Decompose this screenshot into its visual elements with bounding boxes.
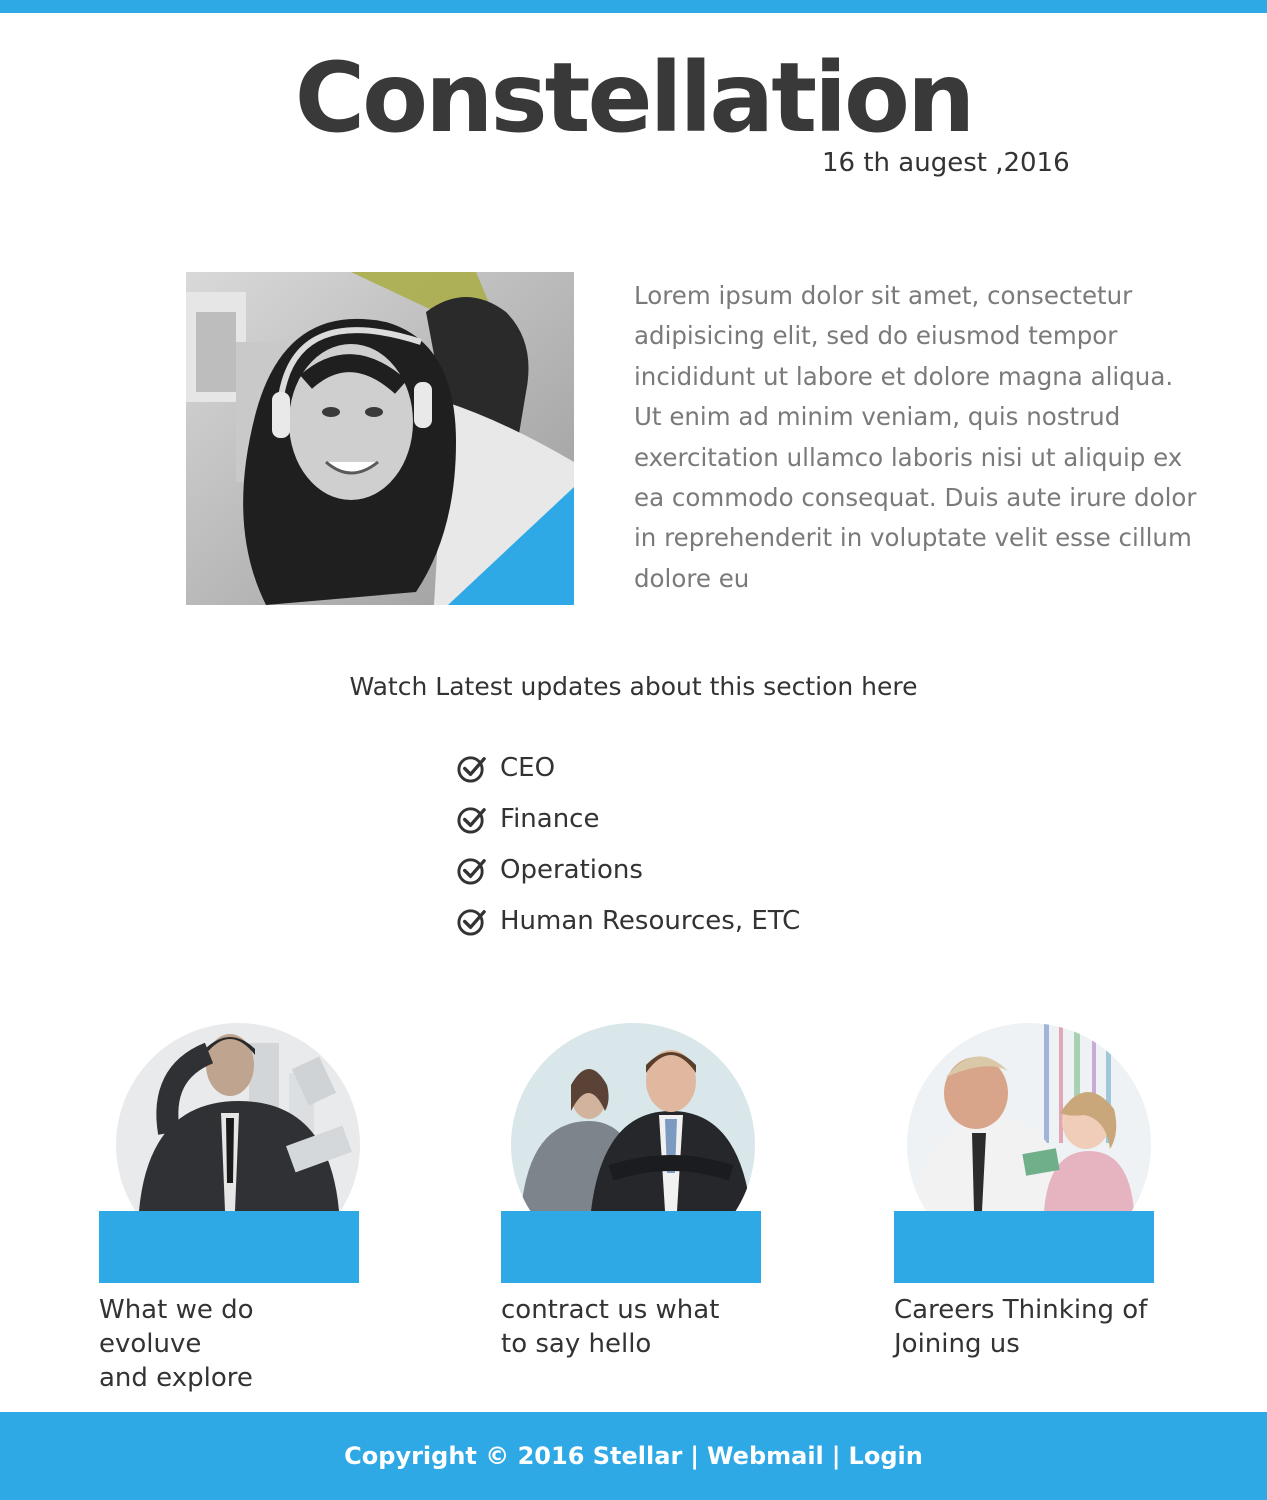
top-accent-bar <box>0 0 1267 13</box>
card-accent-bar <box>501 1211 761 1283</box>
list-item <box>456 748 800 799</box>
card-contact-us[interactable] <box>501 1023 763 1361</box>
card-accent-bar <box>894 1211 1154 1283</box>
list-item-label: Operations <box>500 855 643 885</box>
card-photo-doctor <box>894 1023 1156 1211</box>
issue-date: 16 th augest ,2016 <box>822 148 1070 178</box>
card-caption[interactable]: contract us what to say hello <box>501 1295 720 1359</box>
check-circle-icon <box>456 906 487 937</box>
list-item <box>456 850 800 901</box>
updates-heading: Watch Latest updates about this section here <box>349 672 918 701</box>
list-item-label: Human Resources, ETC <box>500 906 801 936</box>
check-circle-icon <box>456 855 487 886</box>
copyright-text: Copyright © 2016 Stellar <box>344 1442 683 1470</box>
department-list <box>456 748 800 952</box>
card-photo-businessman <box>99 1023 361 1211</box>
hero-photo <box>186 272 574 605</box>
list-item-label: Finance <box>500 804 600 834</box>
card-caption[interactable]: What we do evoluve and explore <box>99 1295 254 1393</box>
login-link[interactable]: Login <box>848 1442 923 1470</box>
card-accent-bar <box>99 1211 359 1283</box>
card-photo-colleagues <box>501 1023 763 1211</box>
card-careers[interactable] <box>894 1023 1156 1361</box>
list-item <box>456 799 800 850</box>
footer <box>0 1412 1267 1500</box>
check-circle-icon <box>456 753 487 784</box>
card-what-we-do[interactable] <box>99 1023 361 1395</box>
card-caption[interactable]: Careers Thinking of Joining us <box>894 1295 1148 1359</box>
page-title: Constellation <box>294 42 973 154</box>
list-item-label: CEO <box>500 753 556 783</box>
check-circle-icon <box>456 804 487 835</box>
webmail-link[interactable]: Webmail <box>707 1442 824 1470</box>
intro-paragraph: Lorem ipsum dolor sit amet, consectetur adipisicing elit, sed do eiusmod tempor incididunt ut labore et dolore magna aliqua. Ut enim ad minim veniam, quis nostrud exercitation ullamco laboris nisi ut aliquip ex ea commodo consequat. Duis aute irure dolor in reprehenderit in voluptate velit esse cillum dolore eu <box>634 281 1197 593</box>
footer-separator: | <box>690 1442 700 1470</box>
list-item <box>456 901 800 952</box>
footer-separator: | <box>831 1442 841 1470</box>
